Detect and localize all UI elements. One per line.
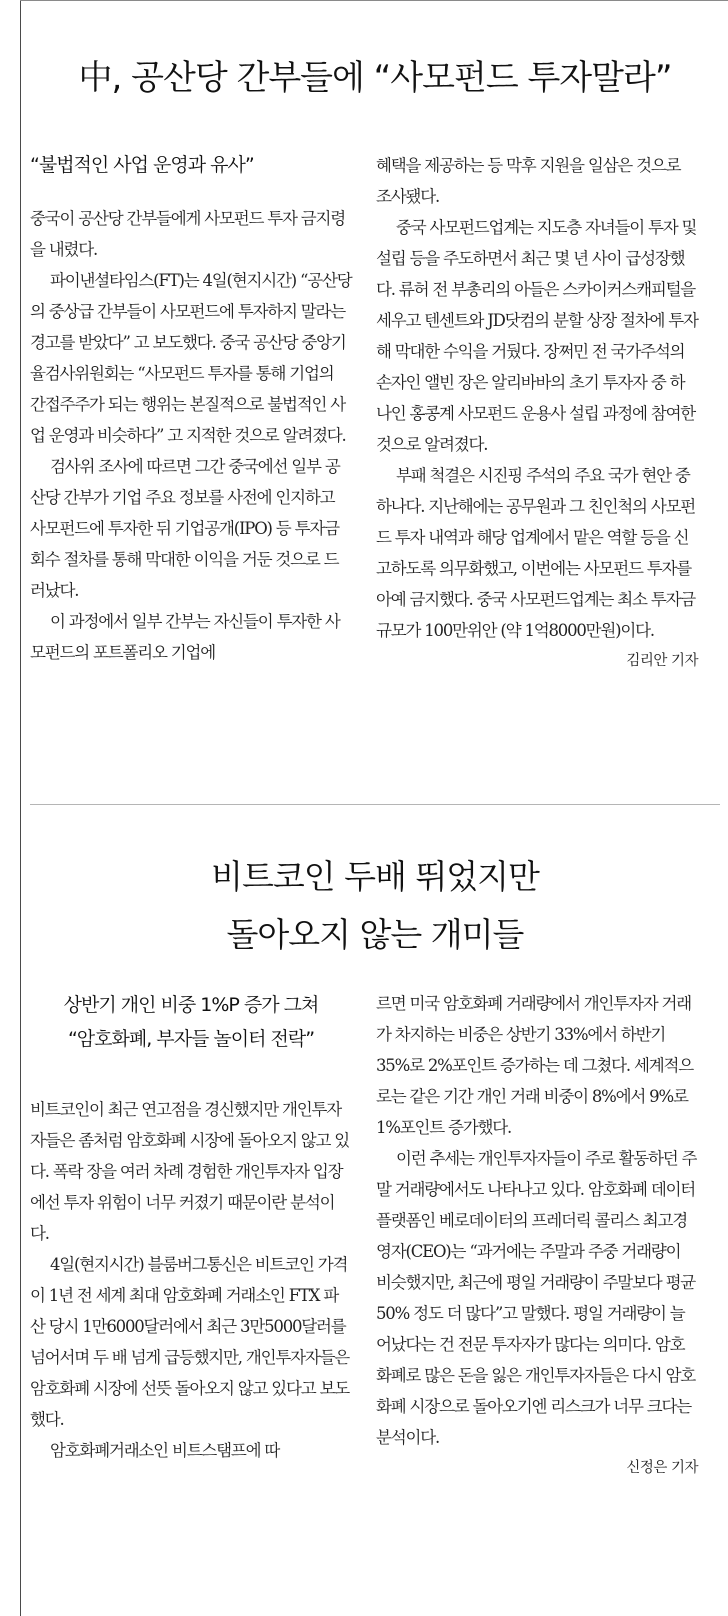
paragraph: 이 과정에서 일부 간부는 자신들이 투자한 사모펀드의 포트폴리오 기업에 [30, 612, 340, 662]
headline-line-2: 돌아오지 않는 개미들 [226, 915, 524, 954]
paragraph: 중국 사모펀드업계는 지도층 자녀들이 투자 및 설립 등을 주도하면서 최근 몇 년 사이 급성장했다. 류허 전 부총리의 아들은 스카이커스캐피털을 세우고 텐센트와 JD닷컴의 분할 상장 절차에 투자해 막대한 수익을 거뒀다. 장쩌민 전 국가주석의 손자인 앨빈 장은 알리바바의 초기 투자자 중 하나인 홍콩계 사모펀드 운용사 설립 과정에 참여한 것으로 알려졌다. [376, 218, 698, 454]
article-divider [30, 804, 720, 805]
headline-line-1: 비트코인 두배 뛰었지만 [211, 857, 539, 896]
article-column-right [376, 988, 698, 1484]
article-headline [30, 848, 720, 964]
paragraph: 이런 추세는 개인투자자들이 주로 활동하던 주말 거래량에서도 나타나고 있다. 암호화폐 데이터 플랫폼인 베로데이터의 프레더릭 콜리스 최고경영자(CEO)는 “과거에는 주말과 주중 거래량이 비슷했지만, 최근에 평일 거래량이 주말보다 평균 50% 정도 더 많다”고 말했다. 평일 거래량이 늘어났다는 건 전문 투자자가 많다는 의미다. 암호화폐로 많은 돈을 잃은 개인투자자들은 다시 암호화폐 시장으로 돌아오기엔 리스크가 너무 크다는 분석이다. [376, 1149, 697, 1447]
article-headline: 中, 공산당 간부들에 “사모펀드 투자말라” [78, 58, 672, 98]
article-private-equity-ban [0, 0, 728, 800]
paragraph: 검사위 조사에 따르면 그간 중국에선 일부 공산당 간부가 기업 주요 정보를 사전에 인지하고 사모펀드에 투자한 뒤 기업공개(IPO) 등 투자금 회수 절차를 통해 막대한 이익을 거둔 것으로 드러났다. [30, 457, 340, 600]
paragraph: 혜택을 제공하는 등 막후 지원을 일삼은 것으로 조사됐다. [376, 156, 681, 206]
paragraph: 부패 척결은 시진핑 주석의 주요 국가 현안 중 하나다. 지난해에는 공무원과 그 친인척의 사모펀드 투자 내역과 해당 업계에서 맡은 역할 등을 신고하도록 의무화했고, 이번에는 사모펀드 투자를 아예 금지했다. 중국 사모펀드업계는 최소 투자금 규모가 100만위안 (약 1억8000만원)이다. [376, 466, 696, 640]
paragraph: 비트코인이 최근 연고점을 경신했지만 개인투자자들은 좀처럼 암호화폐 시장에 돌아오지 않고 있다. 폭락 장을 여러 차례 경험한 개인투자자 입장에선 투자 위험이 너무 커졌기 때문이란 분석이다. [30, 1100, 350, 1243]
article-subhead: “불법적인 사업 운영과 유사” [30, 154, 254, 176]
paragraph: 4일(현지시간) 블룸버그통신은 비트코인 가격이 1년 전 세계 최대 암호화폐 거래소인 FTX 파산 당시 1만6000달러에서 최근 3만5000달러를 넘어서며 두 배 넘게 급등했지만, 개인투자자들은 암호화폐 시장에 선뜻 돌아오지 않고 있다고 보도했다. [30, 1255, 350, 1429]
paragraph: 파이낸셜타임스(FT)는 4일(현지시간) “공산당의 중상급 간부들이 사모펀드에 투자하지 말라는 경고를 받았다” 고 보도했다. 중국 공산당 중앙기율검사위원회는 “사모펀드 투자를 통해 기업의 간접주주가 되는 행위는 본질적으로 불법적인 사업 운영과 비슷하다” 고 지적한 것으로 알려졌다. [30, 271, 352, 445]
article-bitcoin-retail [0, 808, 728, 1616]
byline: 신정은 기자 [626, 1460, 698, 1476]
article-column-right [376, 150, 698, 677]
paragraph: 르면 미국 암호화폐 거래량에서 개인투자자 거래가 차지하는 비중은 상반기 33%에서 하반기 35%로 2%포인트 증가하는 데 그쳤다. 세계적으로는 같은 기간 개인 거래 비중이 8%에서 9%로 1%포인트 증가했다. [376, 994, 693, 1137]
paragraph: 중국이 공산당 간부들에게 사모펀드 투자 금지령을 내렸다. [30, 209, 346, 259]
article-body-left [30, 203, 352, 668]
byline: 김리안 기자 [626, 653, 698, 669]
paragraph: 암호화폐거래소인 비트스탬프에 따 [50, 1441, 280, 1460]
article-column-left [30, 150, 352, 668]
article-subhead [30, 988, 352, 1056]
article-body-right [376, 150, 698, 669]
article-body-left [30, 1094, 352, 1466]
subhead-line-2: “암호화폐, 부자들 놀이터 전락” [67, 1028, 315, 1050]
subhead-line-1: 상반기 개인 비중 1%P 증가 그쳐 [63, 994, 319, 1016]
article-body-right [376, 988, 698, 1476]
article-column-left [30, 988, 352, 1466]
